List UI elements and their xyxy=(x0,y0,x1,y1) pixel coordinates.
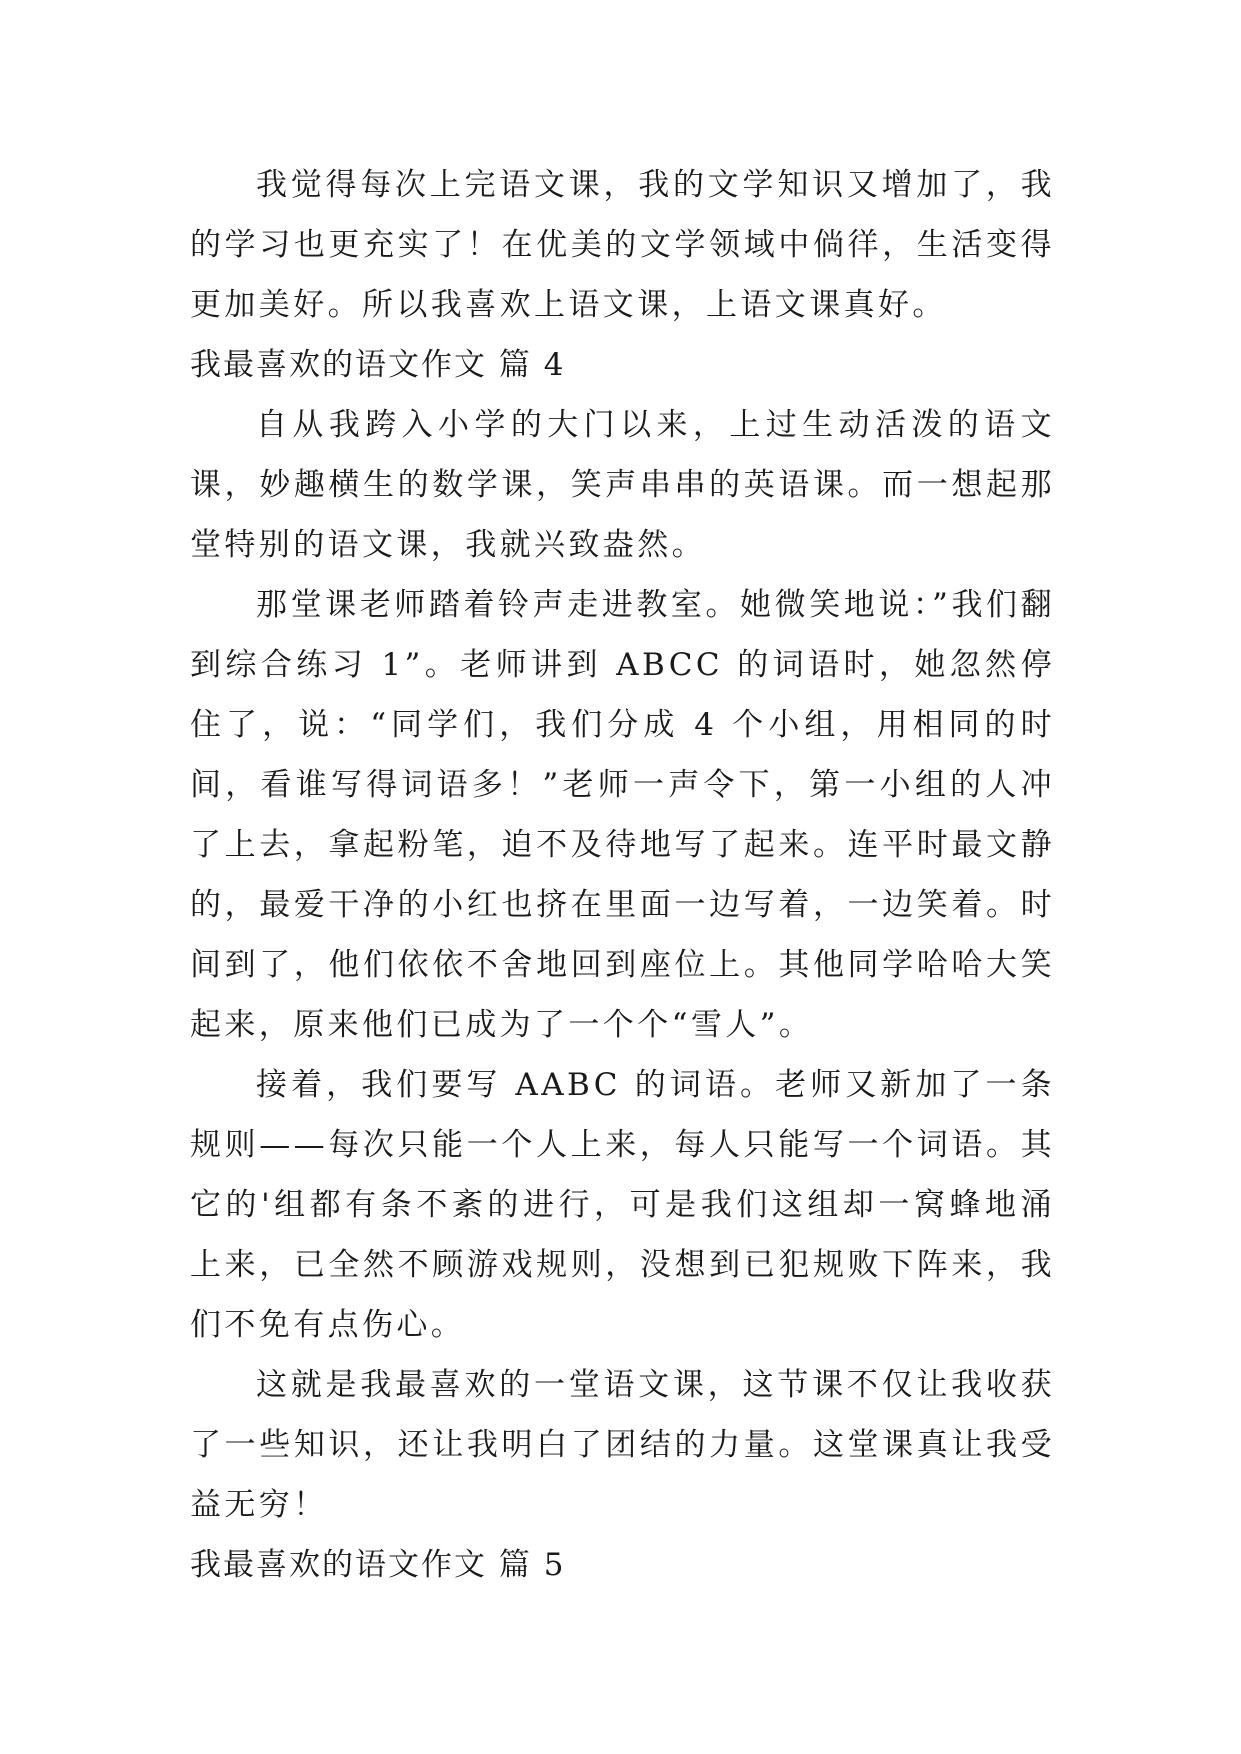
paragraph-class-story: 那堂课老师踏着铃声走进教室。她微笑地说：”我们翻到综合练习 1”。老师讲到 ABCC 的词语时，她忽然停住了，说：“同学们，我们分成 4 个小组，用相同的时间，看谁写得词语多！”老师一声令下，第一小组的人冲了上去，拿起粉笔，迫不及待地写了起来。连平时最文静的，最爱干净的小红也挤在里面一边写着，一边笑着。时间到了，他们依依不舍地回到座位上。其他同学哈哈大笑起来，原来他们已成为了一个个“雪人”。 xyxy=(190,587,1055,1043)
document-page xyxy=(190,155,1055,1595)
paragraph-aabc-rule: 接着，我们要写 AABC 的词语。老师又新加了一条规则——每次只能一个人上来，每人只能写一个词语。其它的'组都有条不紊的进行，可是我们这组却一窝蜂地涌上来，已全然不顾游戏规则，没想到已犯规败下阵来，我们不免有点伤心。 xyxy=(190,1067,1055,1343)
paragraph-conclusion-essay-3: 我觉得每次上完语文课，我的文学知识又增加了，我的学习也更充实了！在优美的文学领域中倘徉，生活变得更加美好。所以我喜欢上语文课，上语文课真好。 xyxy=(190,167,1055,323)
paragraph-conclusion-essay-4: 这就是我最喜欢的一堂语文课，这节课不仅让我收获了一些知识，还让我明白了团结的力量。这堂课真让我受益无穷！ xyxy=(190,1367,1055,1523)
paragraph-intro-essay-4: 自从我跨入小学的大门以来，上过生动活泼的语文课，妙趣横生的数学课，笑声串串的英语课。而一想起那堂特别的语文课，我就兴致盎然。 xyxy=(190,407,1055,563)
section-heading-essay-4: 我最喜欢的语文作文 篇 4 xyxy=(190,347,566,383)
section-heading-essay-5: 我最喜欢的语文作文 篇 5 xyxy=(190,1547,566,1583)
